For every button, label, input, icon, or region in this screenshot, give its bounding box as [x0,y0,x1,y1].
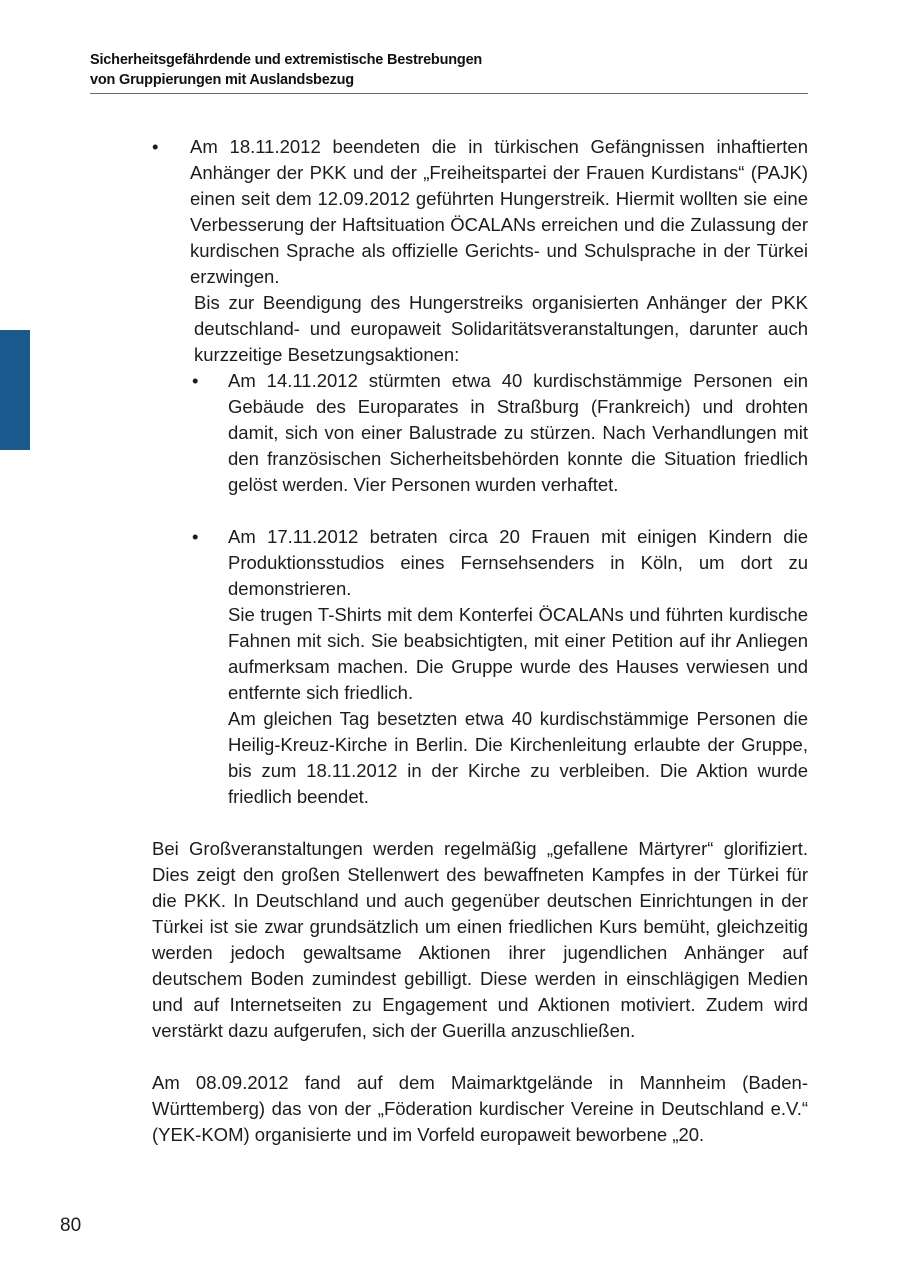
page-number: 80 [60,1215,82,1236]
bullet-icon: • [152,136,159,157]
running-header [90,50,808,94]
sub-bullet-item-cologne [190,524,808,810]
chapter-tab-marker [0,330,30,450]
bullet-icon: • [192,370,199,391]
page-content [152,134,808,1148]
sub-bullet-list [190,368,808,810]
bullet-icon: • [192,526,199,547]
body-paragraph: Bei Großveranstaltungen werden regelmäßig „gefallene Märtyrer“ glorifiziert. Dies zeigt den großen Stellenwert des bewaffneten Kampfes in der Türkei für die PKK. In Deutschland und auch gegenüber deutschen Einrichtungen in der Türkei ist sie zwar grundsätzlich um einen friedlichen Kurs bemüht, gleichzeitig werden jedoch gewaltsame Aktionen ihrer jugendlichen Anhänger auf deutschem Boden zumindest gebilligt. Diese werden in einschlägigen Medien und auf Internetseiten zu Engagement und Aktionen motiviert. Zudem wird verstärkt dazu aufgerufen, sich der Guerilla anzuschließen. [152,838,808,1041]
paragraph: Am 17.11.2012 betraten circa 20 Frauen mit einigen Kindern die Produktionsstudios eines Fernsehsenders in Köln, um dort zu demonstrieren. [228,526,808,599]
paragraph: Am 14.11.2012 stürmten etwa 40 kurdischstämmige Personen ein Gebäude des Europarates in Straßburg (Frankreich) und drohten damit, sich von einer Balustrade zu stürzen. Nach Verhandlungen mit den französischen Sicherheitsbehörden konnte die Situation friedlich gelöst werden. Vier Personen wurden verhaftet. [228,370,808,495]
paragraph: Am 18.11.2012 beendeten die in türkischen Gefängnissen inhaftierten Anhänger der PKK und der „Freiheitspartei der Frauen Kurdistans“ (PAJK) einen seit dem 12.09.2012 geführten Hungerstreik. Hiermit wollten sie eine Verbesserung der Haftsituation ÖCALANs erreichen und die Zulassung der kurdischen Sprache als offizielle Gerichts- und Schulsprache in der Türkei erzwingen. [190,136,808,287]
paragraph: Am gleichen Tag besetzten etwa 40 kurdischstämmige Personen die Heilig-Kreuz-Kirche in Berlin. Die Kirchenleitung erlaubte der Gruppe, bis zum 18.11.2012 in der Kirche zu verbleiben. Die Aktion wurde friedlich beendet. [228,708,808,807]
running-header-line-2: von Gruppierungen mit Auslandsbezug [90,72,354,88]
body-paragraph: Am 08.09.2012 fand auf dem Maimarktgelände in Mannheim (Baden-Württemberg) das von der „Föderation kurdischer Vereine in Deutschland e.V.“ (YEK-KOM) organisierte und im Vorfeld europaweit beworbene „20. [152,1072,808,1145]
bullet-item-hunger-strike [152,134,808,810]
paragraph: Sie trugen T-Shirts mit dem Konterfei ÖCALANs und führten kurdische Fahnen mit sich. Sie beabsichtigten, mit einer Petition auf ihr Anliegen aufmerksam machen. Die Gruppe wurde des Hauses verwiesen und entfernte sich friedlich. [228,604,808,703]
paragraph: Bis zur Beendigung des Hungerstreiks organisierten Anhänger der PKK deutschland- und europaweit Solidaritätsveranstaltungen, darunter auch kurzzeitige Besetzungsaktionen: [194,292,808,365]
sub-bullet-item-strasbourg [190,368,808,498]
running-header-line-1: Sicherheitsgefährdende und extremistische Bestrebungen [90,52,483,68]
